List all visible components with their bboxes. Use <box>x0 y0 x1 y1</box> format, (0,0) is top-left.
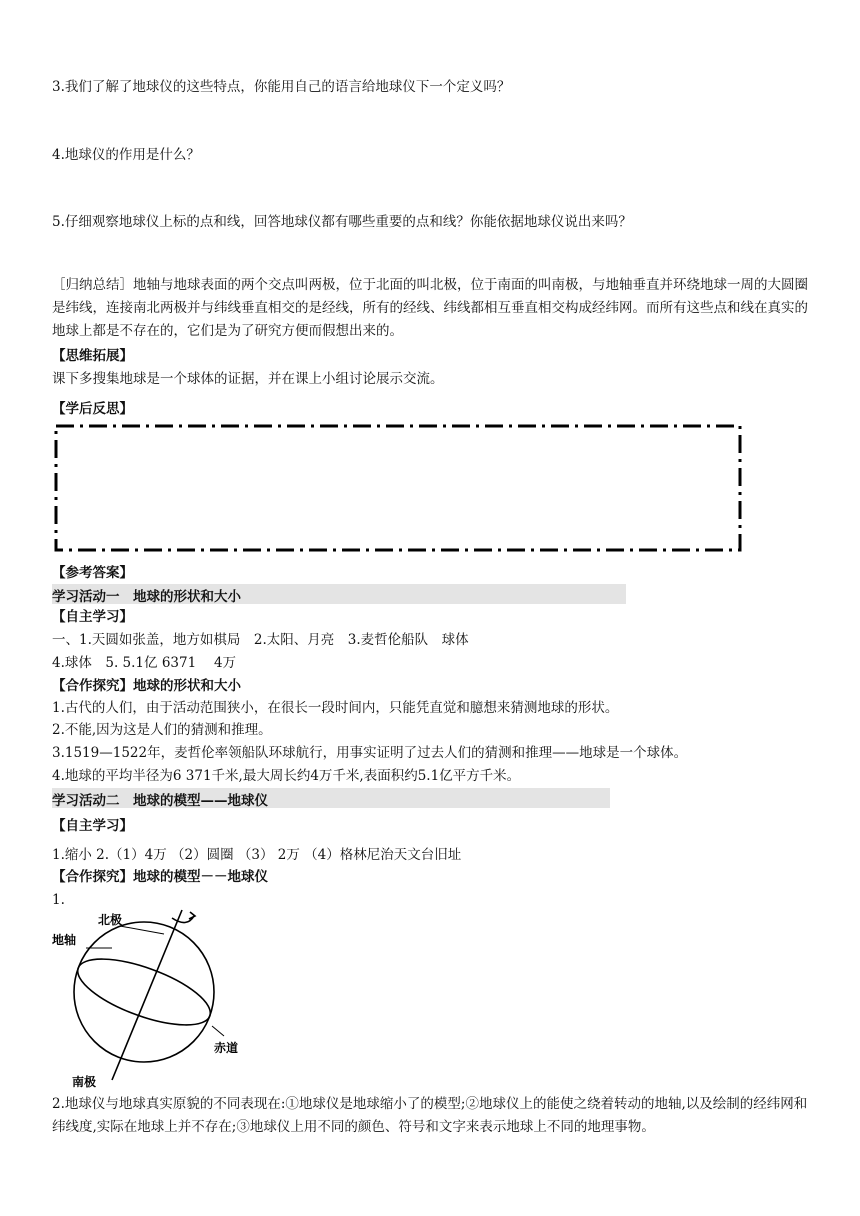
activity1-title-bar <box>52 584 626 604</box>
activity1-coop-row <box>52 677 241 695</box>
activity2-item1: 1. <box>52 892 65 908</box>
rotation-arrow-icon <box>172 916 194 923</box>
activity2-coop-title: 地球的模型－－地球仪 <box>133 869 268 885</box>
summary-paragraph: ［归纳总结］地轴与地球表面的两个交点叫两极，位于北面的叫北极，位于南面的叫南极，与地轴垂直并环绕地球一周的大圆圈是纬线，连接南北两极并与纬线垂直相交的是经线，所有的经线、纬线都相互垂直相交构成经纬网。而所有这些点和线在真实的地球上都是不存在的，它们是为了研究方便而假想出来的。 <box>52 277 808 339</box>
earth-axis-label: 地轴 <box>52 933 77 947</box>
activity1-coop-line-1: 1.古代的人们，由于活动范围狭小，在很长一段时间内，只能凭直觉和臆想来猜测地球的形状。 <box>52 700 619 716</box>
answers-heading: 【参考答案】 <box>52 565 133 581</box>
activity2-coop-row <box>52 868 268 886</box>
activity2-self-heading: 【自主学习】 <box>52 818 133 834</box>
activity1-coop-line-2: 2.不能,因为这是人们的猜测和推理。 <box>52 722 272 738</box>
thinking-text: 课下多搜集地球是一个球体的证据，并在课上小组讨论展示交流。 <box>52 371 444 387</box>
question-3: 3.我们了解了地球仪的这些特点，你能用自己的语言给地球仪下一个定义吗？ <box>52 79 511 95</box>
activity1-coop-title: 地球的形状和大小 <box>133 678 241 694</box>
activity2-coop-heading: 【合作探究】 <box>52 869 133 885</box>
activity1-coop-line-4: 4.地球的平均半径为6 371千米,最大周长约4万千米,表面积约5.1亿平方千米。 <box>52 768 521 784</box>
activity2-self-line: 1.缩小 2.（1）4万 （2）圆圈 （3） 2万 （4）格林尼治天文台旧址 <box>52 847 462 863</box>
question-5: 5.仔细观察地球仪上标的点和线，回答地球仪都有哪些重要的点和线？你能依据地球仪说出来吗？ <box>52 214 632 230</box>
activity1-self-line1: 一、1.天圆如张盖，地方如棋局 2.太阳、月亮 3.麦哲伦船队 球体 <box>52 632 469 648</box>
activity1-coop-line-3: 3.1519—1522年，麦哲伦率领船队环球航行，用事实证明了过去人们的猜测和推理——地球是一个球体。 <box>52 745 688 761</box>
activity2-item2: 2.地球仪与地球真实原貌的不同表现在:①地球仪是地球缩小了的模型;②地球仪上的能使之绕着转动的地轴,以及绘制的经纬网和纬线度,实际在地球上并不存在;③地球仪上用不同的颜色、符号和文字来表示地球上不同的地理事物。 <box>52 1096 808 1135</box>
reflection-heading: 【学后反思】 <box>52 401 133 417</box>
activity1-self-line2: 4.球体 5. 5.1亿 6371 4万 <box>52 655 237 671</box>
south-pole-label: 南极 <box>72 1075 97 1088</box>
activity1-coop-heading: 【合作探究】 <box>52 678 133 694</box>
activity2-title: 学习活动二 地球的模型——地球仪 <box>52 793 268 809</box>
question-4: 4.地球仪的作用是什么？ <box>52 147 200 163</box>
north-pole-label: 北极 <box>98 913 123 927</box>
globe-outline <box>74 922 214 1062</box>
thinking-heading: 【思维拓展】 <box>52 348 133 364</box>
equator-line <box>70 946 218 1039</box>
reflection-box[interactable] <box>54 424 742 552</box>
activity1-self-heading: 【自主学习】 <box>52 609 133 625</box>
equator-label: 赤道 <box>214 1041 239 1055</box>
globe-diagram <box>52 908 272 1088</box>
earth-axis-line <box>112 910 182 1080</box>
activity1-title: 学习活动一 地球的形状和大小 <box>52 589 241 605</box>
activity2-title-bar <box>52 788 610 808</box>
